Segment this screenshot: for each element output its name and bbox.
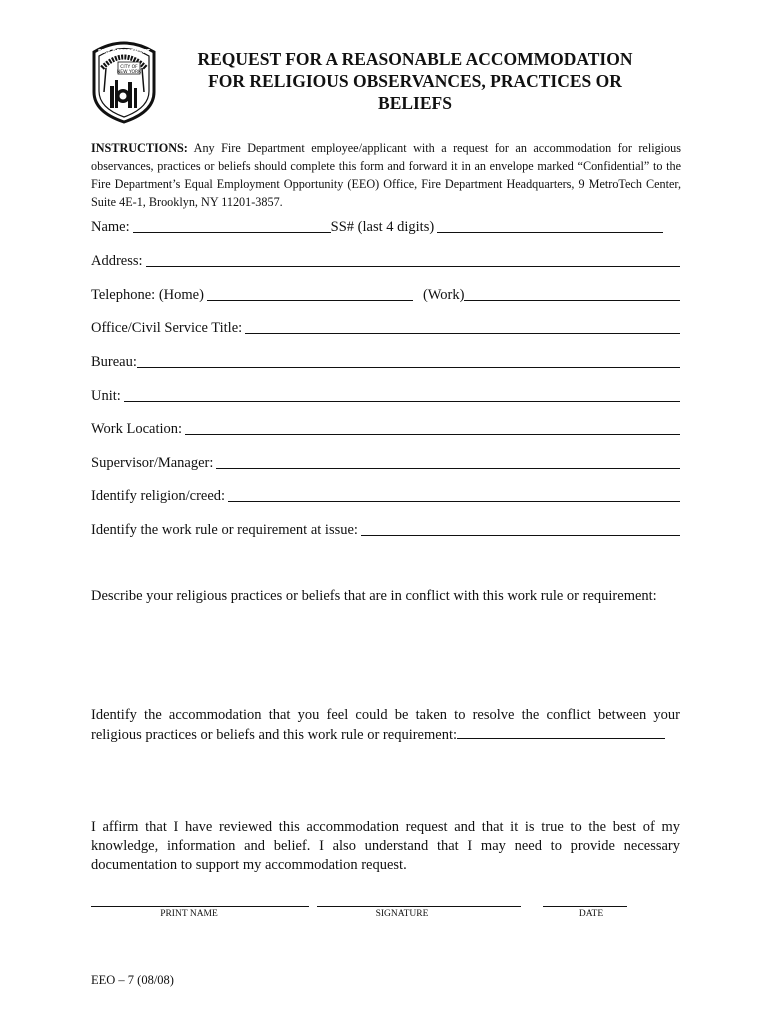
bureau-field[interactable] [137,352,680,368]
unit-row [91,385,680,405]
telephone-work-field[interactable] [464,285,680,301]
name-row [91,216,680,236]
address-label: Address: [91,253,143,269]
instructions-label: INSTRUCTIONS: [91,141,188,155]
work-rule-row [91,519,680,539]
title-line-2: FOR RELIGIOUS OBSERVANCES, PRACTICES OR [208,71,622,91]
accommodation-inline-field[interactable] [457,725,665,739]
name-label: Name: [91,219,130,235]
work-rule-field[interactable] [361,520,680,536]
unit-label: Unit: [91,388,121,404]
date-line[interactable] [543,905,627,907]
work-rule-label: Identify the work rule or requirement at issue: [91,522,358,538]
describe-question: Describe your religious practices or beliefs that are in conflict with this work rule or requirement: [91,588,657,604]
address-field[interactable] [146,251,680,267]
work-location-row [91,418,680,438]
work-location-field[interactable] [185,419,680,435]
telephone-row [91,284,680,304]
logo-text-city: CITY OF [120,65,138,70]
religion-label: Identify religion/creed: [91,488,226,504]
accommodation-question [91,706,680,745]
supervisor-field[interactable] [216,453,680,469]
telephone-home-label: Telephone: (Home) [91,287,204,303]
religion-field[interactable] [228,486,680,502]
civil-title-field[interactable] [245,318,680,334]
signature-label: SIGNATURE [375,909,429,919]
name-field[interactable] [133,217,331,233]
logo-text-dept: FIRE DEPARTMENT [98,49,150,55]
print-name-line[interactable] [91,905,309,907]
telephone-work-label: (Work) [422,287,465,303]
unit-field[interactable] [124,386,680,402]
instructions [91,139,681,211]
logo-text-ny: NEW YORK [116,70,142,75]
title-row [91,317,680,337]
supervisor-label: Supervisor/Manager: [91,455,214,471]
print-name-label: PRINT NAME [160,909,218,919]
address-row [91,250,680,270]
telephone-home-field[interactable] [207,285,413,301]
date-label: DATE [578,909,604,919]
instructions-text: Any Fire Department employee/applicant with a request for an accommodation for religious observances, practices or beliefs should complete this form and forward it in an envelope marked “Confidential” to the Fire Department’s Equal Employment Opportunity (EEO) Office, Fire Department Headquarters, 9 MetroTech Center, Suite 4E-1, Brooklyn, NY 11201-3857. [91,141,682,209]
ssn-label: SS# (last 4 digits) [330,219,435,235]
accommodation-question-text: Identify the accommodation that you feel could be taken to resolve the conflict between your religious practices or beliefs and this work rule or requirement: [91,707,680,743]
supervisor-row [91,452,680,472]
affirmation-statement: I affirm that I have reviewed this accommodation request and that it is true to the best of my knowledge, information and belief. I also understand that I may need to provide necessary documentation to support my accommodation request. [91,819,680,873]
bureau-row [91,351,680,371]
title-line-1: REQUEST FOR A REASONABLE ACCOMMODATION [197,49,633,69]
title-line-3: BELIEFS [378,93,452,113]
ssn-field[interactable] [437,217,663,233]
form-id: EEO – 7 (08/08) [91,973,174,987]
bureau-label: Bureau: [91,354,137,370]
signature-line[interactable] [317,905,521,907]
work-location-label: Work Location: [91,421,183,437]
religion-row [91,485,680,505]
civil-title-label: Office/Civil Service Title: [91,320,243,336]
form-title [180,48,650,114]
fdny-seal-logo [88,38,160,124]
